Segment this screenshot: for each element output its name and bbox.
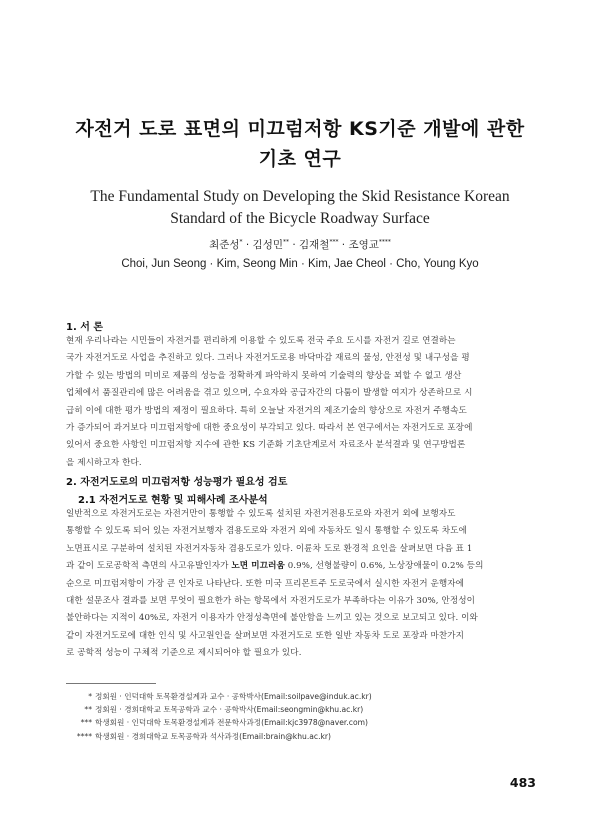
korean-title-line-1: 자전거 도로 표면의 미끄럼저항 KS기준 개발에 관한 [75, 118, 525, 140]
author-separator: · [338, 239, 349, 251]
body-line: 급히 이에 대한 평가 방법의 제정이 필요하다. 특히 오늘날 자전거의 제조기술의 향상으로 자전거 주행속도 [66, 405, 467, 416]
author-2-mark: ** [282, 238, 289, 246]
footnote-mark: *** [80, 718, 92, 728]
body-line: 노면표시로 구분하여 설치된 자전거자동차 겸용도로가 있다. 이륜차 도로 환경적 요인을 살펴보면 다음 표 1 [66, 543, 473, 554]
footnote-divider [66, 683, 156, 684]
body-line: 대한 설문조사 결과를 보면 무엇이 필요한가 하는 항목에서 자전거도로가 부족하다는 이유가 30%, 안정성이 [66, 596, 476, 607]
author-separator: · [288, 239, 299, 251]
page-number: 483 [509, 775, 536, 790]
body-line: 업체에서 품질관리에 많은 어려움을 겪고 있으며, 수요자와 공급자간의 다툼이 발생할 여지가 상존하므로 시 [66, 388, 473, 399]
body-text: 0.9%, 선형불량이 0.6%, 노상장애물이 0.2% 등의 [284, 561, 484, 572]
english-title-line-1: The Fundamental Study on Developing the Skid Resistance Korean [90, 188, 510, 205]
footnote-text: 학생회원 · 경희대학교 토목공학과 석사과정(Email:brain@khu.ac.kr) [95, 731, 331, 741]
body-text: 과 같이 도로공학적 측면의 사고유발인자가 [66, 561, 232, 572]
footnotes [70, 690, 540, 743]
section-2-heading: 2. 자전거도로의 미끄럼저항 성능평가 필요성 검토 [66, 477, 288, 488]
author-separator: · [242, 239, 253, 251]
section-1-body [66, 333, 536, 472]
body-line: 로 공학적 성능이 구체적 기준으로 제시되어야 할 필요가 있다. [66, 648, 302, 659]
highlighted-term: 노면 미끄러움 [231, 561, 285, 572]
body-line: 순으로 미끄럼저항이 가장 큰 인자로 나타난다. 또한 미국 프리몬트주 도로국에서 실시한 자전거 운행자에 [66, 578, 465, 589]
korean-title [40, 114, 560, 174]
body-line: 같이 자전거도로에 대한 인식 및 사고원인을 살펴보면 자전거도로 또한 일반 자동차 도로 포장과 마찬가지 [66, 630, 465, 641]
english-title-line-2: Standard of the Bicycle Roadway Surface [170, 210, 430, 227]
body-line: 불안하다는 지적이 40%로, 자전거 이용자가 안정성측면에 불안함을 느끼고 있는 것으로 보고되고 있다. 이와 [66, 613, 478, 624]
footnote-mark: **** [76, 731, 92, 741]
body-line: 있어서 중요한 사항인 미끄럼저항 지수에 관한 KS 기준화 기초단계로서 자료조사 분석결과 및 연구방법론 [66, 440, 466, 451]
footnote-mark: * [88, 692, 92, 701]
body-line: 현재 우리나라는 시민들이 자전거를 편리하게 이용할 수 있도록 전국 주요 도시를 자전거 길로 연결하는 [66, 336, 456, 346]
body-line: 가할 수 있는 방법의 미비로 제품의 성능을 정확하게 파악하지 못하여 기술력의 향상을 꾀할 수 없고 생산 [66, 370, 462, 381]
author-1-mark: * [239, 238, 243, 246]
footnote-mark: ** [84, 705, 92, 715]
author-3: 김재철 [299, 239, 330, 251]
english-authors: Choi, Jun Seong · Kim, Seong Min · Kim, Jae Cheol · Cho, Young Kyo [121, 258, 479, 270]
english-title [40, 186, 560, 230]
section-1-heading: 1. 서 론 [66, 322, 104, 333]
footnote [70, 690, 540, 703]
body-line: 을 제시하고자 한다. [66, 457, 142, 468]
author-3-mark: *** [329, 238, 339, 246]
body-line [66, 558, 536, 575]
author-2: 김성민 [252, 239, 283, 251]
korean-authors [40, 237, 560, 252]
footnote [70, 703, 540, 716]
korean-title-line-2: 기초 연구 [258, 148, 342, 170]
section-2-1-heading: 2.1 자전거도로 현황 및 피해사례 조사분석 [78, 495, 268, 506]
footnote-text: 정회원 · 인덕대학 토목환경설계과 교수 · 공학박사(Email:soilpave@induk.ac.kr) [95, 692, 372, 701]
body-line: 가 증가되어 과거보다 미끄럼저항에 대한 중요성이 부각되고 있다. 따라서 본 연구에서는 자전거도로 포장에 [66, 423, 473, 434]
footnote [70, 716, 540, 729]
author-4: 조영교 [348, 239, 379, 251]
body-line: 국가 자전거도로 사업을 추진하고 있다. 그러나 자전거도로용 바닥마감 재료의 물성, 안전성 및 내구성을 평 [66, 353, 470, 364]
footnote [70, 730, 540, 743]
section-2-body [66, 506, 536, 663]
body-line: 통행할 수 있도록 되어 있는 자전거보행자 겸용도로와 자전거 외에 자동차도 일시 통행할 수 있도록 차도에 [66, 526, 467, 537]
footnote-text: 학생회원 · 인덕대학 토목환경설계과 전문학사과정(Email:kjc3978@naver.com) [95, 718, 368, 728]
footnote-text: 정회원 · 경희대학교 토목공학과 교수 · 공학박사(Email:seongmin@khu.ac.kr) [95, 705, 364, 715]
author-4-mark: **** [378, 238, 391, 246]
author-1: 최준성 [209, 239, 240, 251]
body-line: 일반적으로 자전거도로는 자전거만이 통행할 수 있도록 설치된 자전거전용도로와 자전거 외에 보행자도 [66, 509, 456, 519]
